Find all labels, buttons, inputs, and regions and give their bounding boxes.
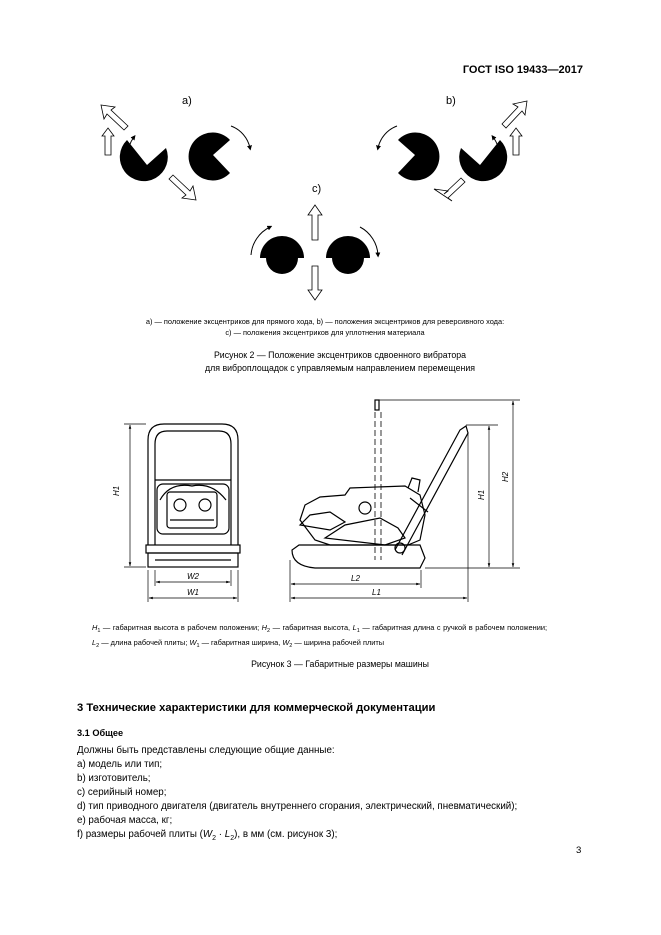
label-b: b) [446,95,456,107]
figure-3-caption: Рисунок 3 — Габаритные размеры машины [251,659,429,669]
rotation-arrow-a-right [231,126,250,148]
dim-label-w1: W1 [187,588,199,597]
dim-label-h1-side: H1 [477,489,486,500]
figure-2-caption-line-2: для виброплощадок с управляемым направлением перемещения [204,363,476,373]
page-number: 3 [576,845,582,856]
eccentric-c-left-top [260,236,304,258]
figure-3-legend: $H_1$ — габаритная высота в рабочем положении; $H_2$ — габаритная высота, $L_1$ — габаритная длина с ручкой в рабочем положении; $L_2$ — длина рабочей плиты; $W_1$ — габаритная ширина, $W_2$ — ширина рабочей плиты [92,623,547,649]
front-dimensions [124,424,238,602]
dim-label-h1-front: H1 [112,485,121,496]
eccentric-b-left [398,133,439,181]
eccentric-c-right-top [326,236,370,258]
eccentric-b-right [459,140,507,181]
dim-label-l1: L1 [372,588,381,597]
standard-header: ГОСТ ISO 19433—2017 [462,64,583,76]
eccentric-a-left [120,140,168,181]
list-item: а) модель или тип; [77,759,163,770]
figure-2-eccentric-positions [0,0,661,310]
dim-label-h2: H2 [501,471,510,482]
list-item-f: f) размеры рабочей плиты $(W_2 \cdot L_2)$, в мм (см. рисунок 3); [77,829,338,842]
figure-2-caption-line-1: Рисунок 2 — Положение эксцентриков сдвоенного вибратора [213,350,467,360]
list-item: е) рабочая масса, кг; [77,815,173,826]
hollow-arrow-down-right-a [169,175,196,200]
hollow-arrow-up-a [102,128,114,155]
dim-label-l2: L2 [351,574,360,583]
hollow-arrow-down-left-b [434,178,465,201]
list-item: b) изготовитель; [77,773,151,784]
hollow-arrow-up-left-a [101,105,128,130]
front-view [146,424,240,567]
figure-2-legend-line-2: с) — положения эксцентриков для уплотнения материала [225,328,425,337]
hollow-arrow-up-c [308,205,322,240]
subsection-heading: 3.1 Общее [77,728,124,738]
eccentric-c-right-bottom [332,258,364,274]
hollow-arrow-up-b [510,128,522,155]
rotation-arrow-b-left [378,126,397,148]
side-view [292,400,468,568]
eccentric-c-left-bottom [266,258,298,274]
figure-2-legend-line-1: а) — положение эксцентриков для прямого хода, b) — положения эксцентриков для реверсивного хода: [145,317,505,326]
side-dimensions [290,400,520,602]
list-item: d) тип приводного двигателя (двигатель внутреннего сгорания, электрический, пневматический); [77,801,518,812]
label-a: a) [182,95,192,107]
hollow-arrow-down-c [308,266,322,300]
list-item: c) серийный номер; [77,787,167,798]
label-c: c) [312,183,322,195]
section-heading: 3 Технические характеристики для коммерческой документации [77,702,436,714]
eccentric-a-right [189,133,230,181]
hollow-arrow-up-right-b [502,101,527,128]
intro-paragraph: Должны быть представлены следующие общие данные: [77,745,335,756]
dim-label-w2: W2 [187,572,199,581]
figure-3-machine-dimensions [0,390,661,615]
